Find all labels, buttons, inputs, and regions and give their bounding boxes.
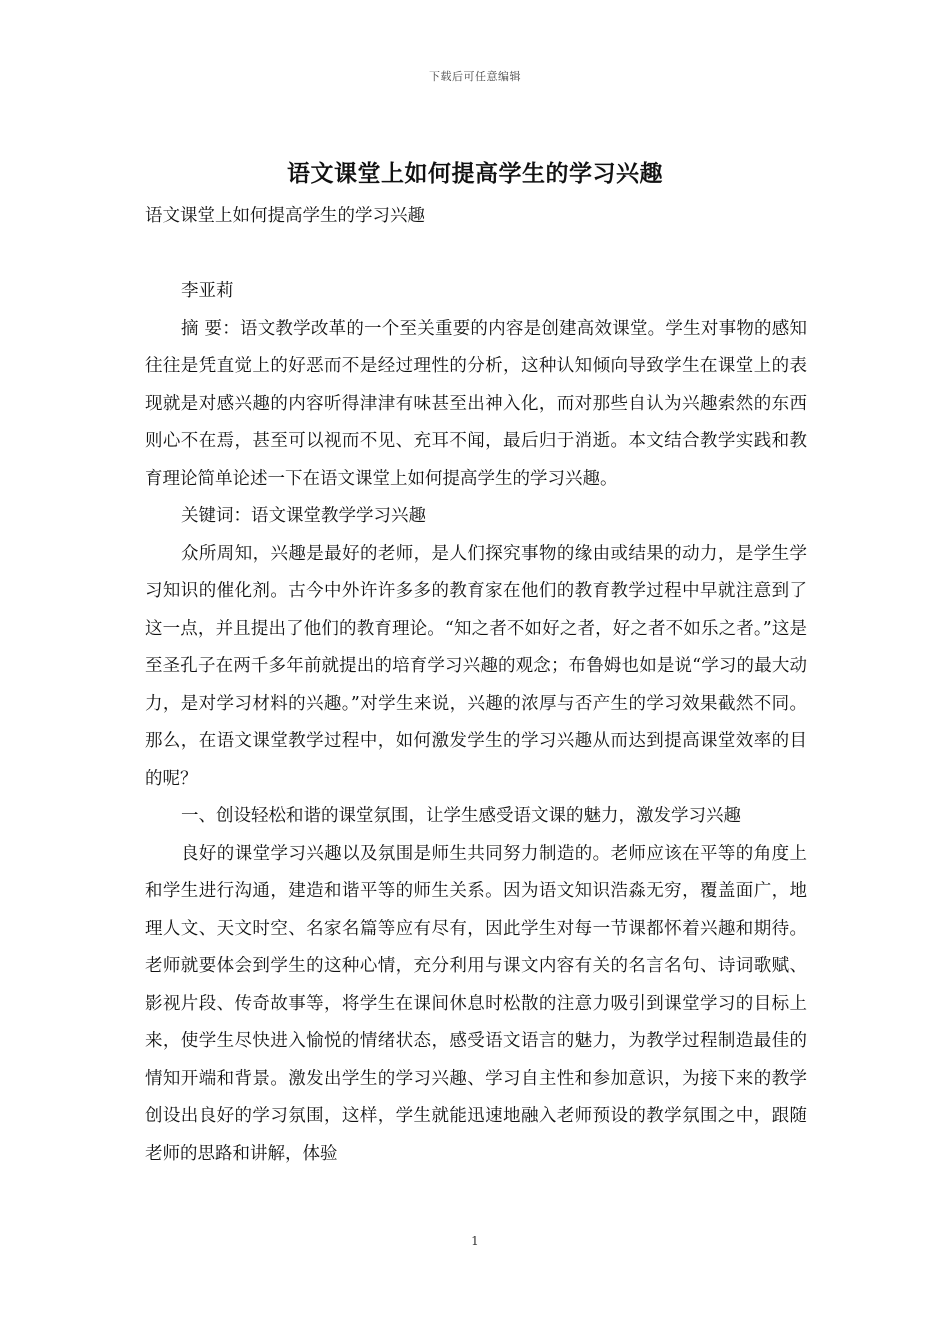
- header-note: 下载后可任意编辑: [429, 70, 521, 83]
- document-title: 语文课堂上如何提高学生的学习兴趣: [287, 160, 663, 187]
- blank-line: [145, 236, 807, 274]
- abstract-paragraph: 摘 要：语文教学改革的一个至关重要的内容是创建高效课堂。学生对事物的感知往往是凭直觉上的好恶而不是经过理性的分析，这种认知倾向导致学生在课堂上的表现就是对感兴趣的内容听得津津有味甚至出神入化，而对那些自认为兴趣索然的东西则心不在焉，甚至可以视而不见、充耳不闻，最后归于消逝。本文结合教学实践和教育理论简单论述一下在语文课堂上如何提高学生的学习兴趣。: [145, 318, 807, 489]
- body-paragraph-1: 众所周知，兴趣是最好的老师，是人们探究事物的缘由或结果的动力，是学生学习知识的催化剂。古今中外许许多多的教育家在他们的教育教学过程中早就注意到了这一点，并且提出了他们的教育理论。“知之者不如好之者，好之者不如乐之者。”这是至圣孔子在两千多年前就提出的培育学习兴趣的观念；布鲁姆也如是说“学习的最大动力，是对学习材料的兴趣。”对学生来说，兴趣的浓厚与否产生的学习效果截然不同。那么，在语文课堂教学过程中，如何激发学生的学习兴趣从而达到提高课堂效率的目的呢？: [145, 543, 807, 789]
- document-body: [145, 198, 807, 1173]
- page-number: 1: [471, 1234, 479, 1248]
- author: 李亚莉: [181, 281, 234, 301]
- keywords-paragraph: 关键词：语文课堂教学学习兴趣: [181, 506, 426, 526]
- body-paragraph-2: 良好的课堂学习兴趣以及氛围是师生共同努力制造的。老师应该在平等的角度上和学生进行沟通，建造和谐平等的师生关系。因为语文知识浩淼无穷，覆盖面广，地理人文、天文时空、名家名篇等应有尽有，因此学生对每一节课都怀着兴趣和期待。老师就要体会到学生的这种心情，充分利用与课文内容有关的名言名句、诗词歌赋、影视片段、传奇故事等，将学生在课间休息时松散的注意力吸引到课堂学习的目标上来，使学生尽快进入愉悦的情绪状态，感受语文语言的魅力，为教学过程制造最佳的情知开端和背景。激发出学生的学习兴趣、学习自主性和参加意识，为接下来的教学创设出良好的学习氛围，这样，学生就能迅速地融入老师预设的教学氛围之中，跟随老师的思路和讲解，体验: [145, 843, 807, 1164]
- section-heading-1: 一、创设轻松和谐的课堂氛围，让学生感受语文课的魅力，激发学习兴趣: [181, 806, 741, 826]
- subtitle: 语文课堂上如何提高学生的学习兴趣: [145, 206, 425, 226]
